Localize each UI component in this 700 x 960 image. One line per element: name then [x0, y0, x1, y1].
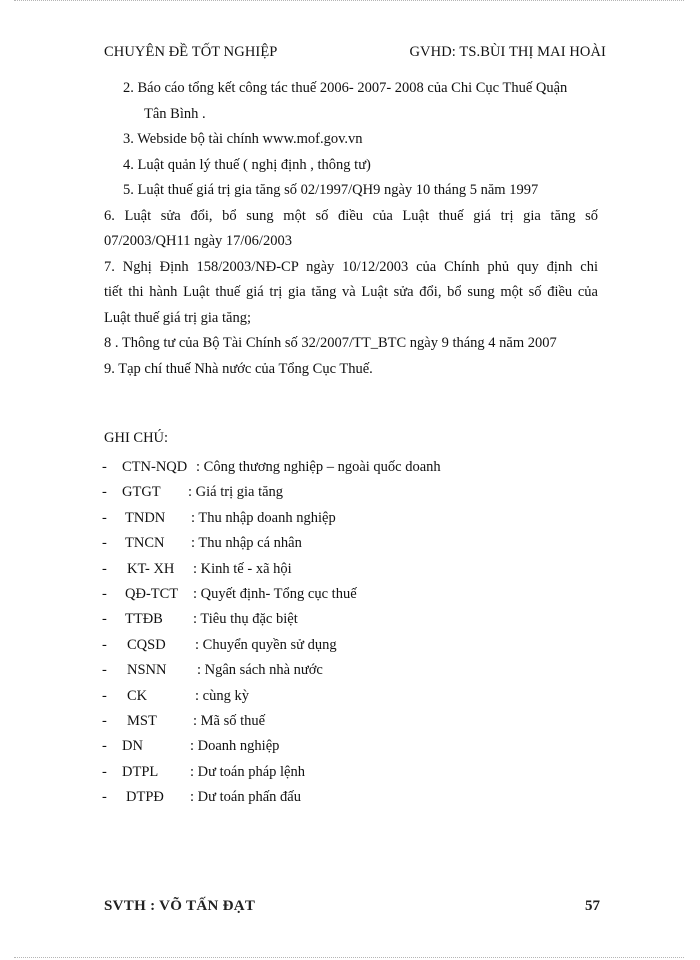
- abbreviation-definition: : Quyết định- Tổng cục thuế: [193, 585, 357, 602]
- reference-item: [104, 255, 598, 332]
- abbreviation-row: [102, 607, 542, 632]
- abbreviation-list: [102, 455, 542, 810]
- dash-bullet: -: [102, 535, 107, 552]
- reference-item: [104, 178, 598, 204]
- abbreviation: GTGT: [122, 484, 161, 501]
- abbreviation-row: [102, 760, 542, 785]
- dash-bullet: -: [102, 509, 107, 526]
- abbreviation: TTĐB: [125, 611, 163, 628]
- dash-bullet: -: [102, 459, 107, 475]
- reference-text: 3. Webside bộ tài chính www.mof.gov.vn: [123, 131, 363, 147]
- abbreviation-definition: : Tiêu thụ đặc biệt: [193, 611, 298, 628]
- reference-text: 6. Luật sửa đổi, bổ sung một số điều của Luật thuế giá trị gia tăng số: [104, 207, 598, 224]
- dash-bullet: -: [102, 611, 107, 628]
- abbreviation: TNDN: [125, 509, 166, 526]
- abbreviation: CQSD: [127, 636, 166, 653]
- abbreviation-row: [102, 506, 542, 531]
- page-header: [104, 44, 606, 61]
- abbreviation-definition: : Chuyển quyền sử dụng: [195, 636, 337, 653]
- header-advisor: GVHD: TS.BÙI THỊ MAI HOÀI: [409, 44, 606, 60]
- abbreviation-row: [102, 531, 542, 556]
- abbreviation: CK: [127, 687, 148, 704]
- abbreviation: DN: [122, 738, 143, 755]
- abbreviation: CTN-NQD: [122, 459, 188, 475]
- abbreviation: DTPL: [122, 763, 159, 780]
- abbreviation-row: [102, 582, 542, 607]
- abbreviation-row: [102, 455, 542, 480]
- dash-bullet: -: [102, 662, 107, 679]
- reference-text-continued: Tân Bình .: [144, 105, 206, 122]
- abbreviation-definition: : Doanh nghiệp: [190, 738, 280, 755]
- abbreviation: KT- XH: [127, 560, 175, 577]
- abbreviation-definition: : Thu nhập doanh nghiệp: [191, 509, 336, 526]
- dash-bullet: -: [102, 763, 107, 780]
- reference-text: 7. Nghị Định 158/2003/NĐ-CP ngày 10/12/2003 của Chính phủ quy định chi: [104, 258, 598, 275]
- reference-item: [104, 153, 598, 179]
- abbreviation-row: [102, 709, 542, 734]
- abbreviation-definition: : Ngân sách nhà nước: [197, 662, 323, 679]
- abbreviation-definition: : Mã số thuế: [193, 712, 266, 729]
- abbreviation: DTPĐ: [126, 789, 164, 806]
- abbreviation-row: [102, 684, 542, 709]
- abbreviation-row: [102, 658, 542, 683]
- reference-text: 2. Báo cáo tổng kết công tác thuế 2006- 2007- 2008 của Chi Cục Thuế Quận: [123, 80, 568, 96]
- dash-bullet: -: [102, 636, 107, 653]
- footer-student-name: SVTH : VÕ TẤN ĐẠT: [104, 898, 256, 914]
- abbreviation-row: [102, 633, 542, 658]
- abbreviation: TNCN: [125, 535, 165, 552]
- abbreviation-definition: : Dư toán phấn đấu: [190, 789, 301, 806]
- dash-bullet: -: [102, 560, 107, 577]
- page-number: 57: [585, 898, 600, 914]
- abbreviation-definition: : Thu nhập cá nhân: [191, 535, 302, 552]
- dash-bullet: -: [102, 789, 107, 806]
- reference-text-continued: tiết thi hành Luật thuế giá trị gia tăng và Luật sửa đổi, bổ sung một số điều của: [104, 284, 598, 300]
- abbreviation: NSNN: [127, 662, 167, 679]
- dash-bullet: -: [102, 585, 107, 602]
- abbreviation-definition: : Công thương nghiệp – ngoài quốc doanh: [196, 459, 441, 475]
- dash-bullet: -: [102, 712, 107, 729]
- reference-item: [104, 357, 598, 383]
- abbreviation-row: [102, 734, 542, 759]
- reference-item: [104, 331, 598, 357]
- abbreviation: MST: [127, 712, 157, 729]
- reference-list: [104, 76, 598, 382]
- reference-text-continued: Luật thuế giá trị gia tăng;: [104, 309, 251, 326]
- dash-bullet: -: [102, 484, 107, 501]
- reference-text-continued: 07/2003/QH11 ngày 17/06/2003: [104, 233, 292, 249]
- reference-text: 8 . Thông tư của Bộ Tài Chính số 32/2007/TT_BTC ngày 9 tháng 4 năm 2007: [104, 335, 557, 351]
- page-bottom-border: [14, 957, 684, 958]
- reference-text: 4. Luật quản lý thuế ( nghị định , thông tư): [123, 156, 371, 173]
- dash-bullet: -: [102, 687, 107, 704]
- page-footer: [104, 898, 600, 915]
- abbreviation-definition: : Kinh tế - xã hội: [193, 560, 292, 577]
- reference-item: [104, 127, 598, 153]
- header-title: CHUYÊN ĐỀ TỐT NGHIỆP: [104, 44, 278, 60]
- reference-text: 9. Tạp chí thuế Nhà nước của Tổng Cục Thuế.: [104, 360, 373, 377]
- reference-item: [104, 204, 598, 255]
- notes-heading: GHI CHÚ:: [104, 430, 169, 446]
- reference-item: [104, 76, 598, 127]
- abbreviation-definition: : Giá trị gia tăng: [188, 484, 284, 501]
- abbreviation-row: [102, 785, 542, 810]
- abbreviation: QĐ-TCT: [125, 585, 179, 602]
- abbreviation-row: [102, 557, 542, 582]
- abbreviation-definition: : cùng kỳ: [195, 687, 249, 704]
- dash-bullet: -: [102, 738, 107, 755]
- abbreviation-row: [102, 480, 542, 505]
- abbreviation-definition: : Dư toán pháp lệnh: [190, 763, 305, 780]
- reference-text: 5. Luật thuế giá trị gia tăng số 02/1997/QH9 ngày 10 tháng 5 năm 1997: [123, 182, 539, 198]
- page-top-border: [14, 0, 684, 1]
